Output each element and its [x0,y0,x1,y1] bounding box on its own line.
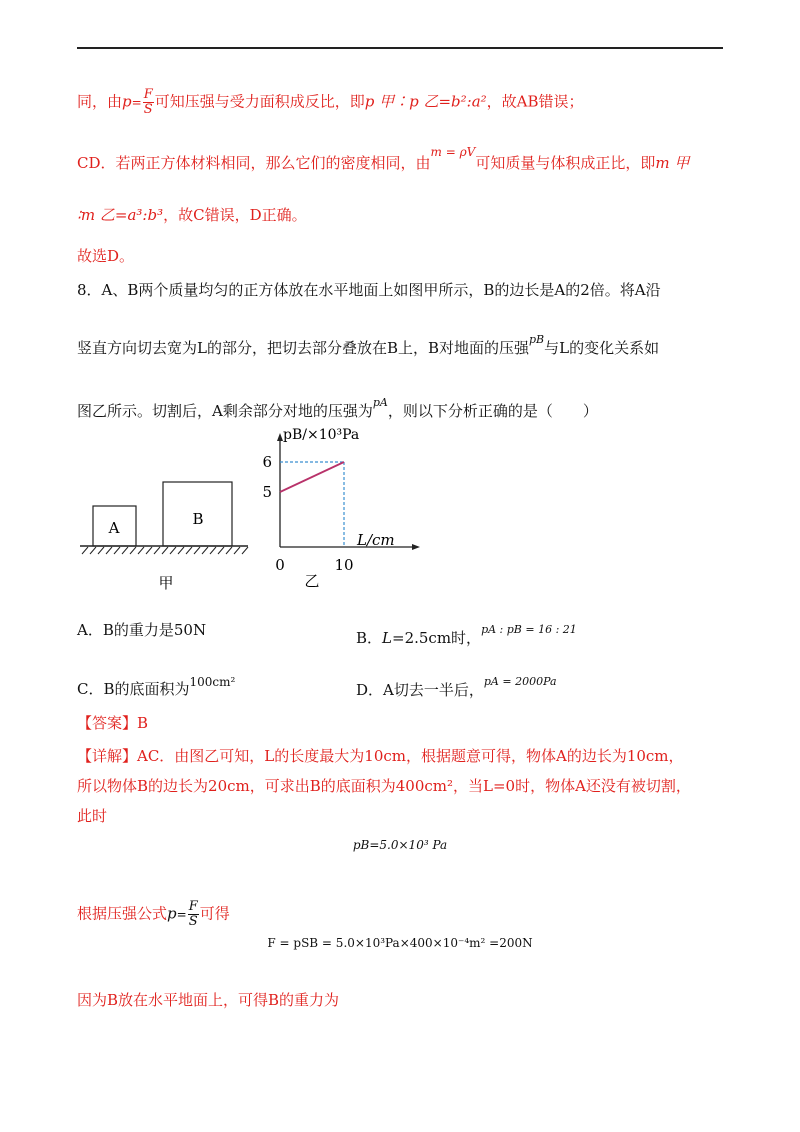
option-d[interactable] [356,672,557,700]
formula-fraction [188,900,199,929]
figure-yi-chart [255,425,425,597]
x-axis-label: L/cm [357,531,395,549]
ground-hatching [82,547,248,554]
option-a[interactable]: A．B的重力是50N [77,621,207,639]
solution-line-2 [77,142,689,173]
question-line-2 [77,330,659,358]
y-axis-label: pB/×10³Pa [283,427,360,443]
text: 可得 [199,904,230,923]
caption-yi: 乙 [304,572,320,590]
formula-ratio: pA : pB = 16 : 21 [481,623,577,636]
text: CD．若两正方体材料相同，那么它们的密度相同，由 [77,154,431,172]
pressure-ratio: p 甲∶p 乙=b²:a² [364,92,487,111]
label-a: A [108,519,120,537]
x-tick-label: 10 [334,556,354,574]
question-line-3 [77,393,598,421]
y-tick-label: 5 [262,483,272,501]
x-tick-label: 0 [275,556,285,574]
text: C．B的底面积为 [77,680,190,698]
symbol-pB: pB [529,333,545,346]
formula-fraction [143,88,154,117]
solution-line-3 [77,205,307,225]
solution-line-1: 同，由p= $\frac{F}{S}$ 可知压强与受力面积成反比，即p 甲∶p 乙=b²:a²，故AB错误； [77,87,584,117]
formula-p: p [122,92,132,111]
text: =2.5cm时， [392,629,482,647]
x-axis-arrow [412,544,420,550]
text: D．A切去一半后， [356,681,484,699]
solution-conclusion: 故选D。 [77,247,135,265]
text: ，则以下分析正确的是（ ） [387,402,598,420]
option-c[interactable] [77,672,235,699]
detail-line-4: 根据压强公式p= $\frac{F}{S}$ 可得 [77,899,230,929]
detail-line-2: 所以物体B的边长为20cm，可求出B的底面积为400cm²，当L=0时，物体A还没有被切割， [77,777,691,795]
text: 可知质量与体积成正比，即 [475,154,656,172]
formula-mass: m = ρV [430,145,476,159]
fraction-numerator: F [143,87,153,102]
text: 图乙所示。切割后，A剩余部分对地的压强为 [77,402,373,420]
equation-pB: pB=5.0×10³ Pa [352,838,448,852]
formula-p: p [167,904,177,923]
formula-area: 100cm² [189,675,236,689]
text: 与L的变化关系如 [544,339,660,357]
label-b: B [192,510,204,528]
option-b[interactable] [356,620,577,648]
mass-ratio: ∶m 乙=a³:b³ [77,206,164,224]
equation-force: F = pSB = 5.0×10³Pa×400×10⁻⁴m² =200N [267,936,533,950]
symbol-pA: pA [372,396,388,409]
text: 可知压强与受力面积成反比，即 [154,92,365,111]
answer-label: 【答案】B [77,714,149,732]
text: B． [356,629,383,647]
figure-jia [70,470,260,600]
detail-line-3: 此时 [77,807,108,825]
formula-pressure: pA = 2000Pa [483,675,557,688]
question-line-1: 8．A、B两个质量均匀的正方体放在水平地面上如图甲所示，B的边长是A的2倍。将A沿 [77,281,661,299]
series-line [280,462,344,492]
var-L: L [382,629,392,647]
text: 根据压强公式 [77,904,168,923]
y-tick-label: 6 [262,453,272,471]
text: 同，由 [77,92,123,111]
detail-line-1: 【详解】AC．由图乙可知，L的长度最大为10cm，根据题意可得，物体A的边长为10cm， [77,747,684,765]
caption-jia: 甲 [158,574,174,592]
mass-symbol: m 甲 [655,154,690,172]
fraction-denominator: S [188,914,198,929]
detail-line-5: 因为B放在水平地面上，可得B的重力为 [77,991,340,1009]
header-rule [77,47,723,49]
fraction-numerator: F [188,899,198,914]
fraction-denominator: S [143,102,153,117]
text: ，故C错误，D正确。 [163,206,307,224]
text: ，故AB错误； [486,92,584,111]
text: 竖直方向切去宽为L的部分，把切去部分叠放在B上，B对地面的压强 [77,339,530,357]
